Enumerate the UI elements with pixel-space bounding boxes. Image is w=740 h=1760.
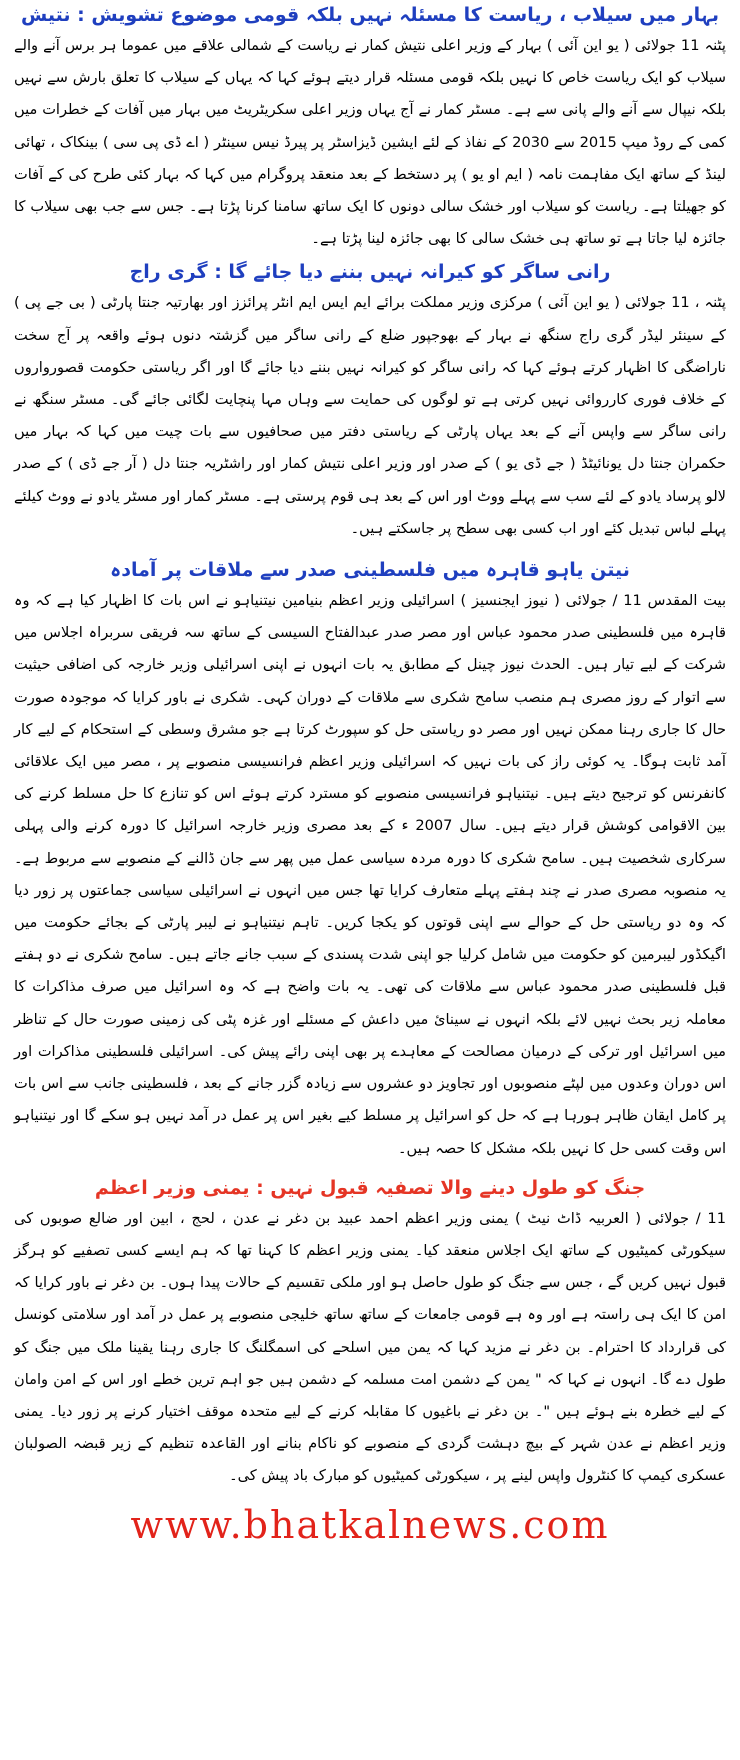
site-url-footer[interactable]: www.bhatkalnews.com [130, 1502, 610, 1547]
headline-yemen-pm: جنگ کو طول دینے والا تصفیہ قبول نہیں : یمنی وزیر اعظم [94, 1176, 646, 1199]
headline-rani-sagar: رانی ساگر کو کیرانہ نہیں بننے دیا جائے گا : گری راج [129, 261, 611, 284]
article-rani-sagar [14, 257, 726, 545]
headline-netanyahu-cairo: نیتن یاہو قاہرہ میں فلسطینی صدر سے ملاقات پر آمادہ [110, 559, 630, 582]
body-rani-sagar: پٹنہ ، 11 جولائی ( یو این آئی ) مرکزی وزیر مملکت برائے ایم ایس ایم انٹر پرائزز اور بھارتیہ جنتا پارٹی ( بی جے پی ) کے سینئر لیڈر گری راج سنگھ نے بہار کے بھوجپور ضلع کے رانی ساگر میں گزشتہ دنوں ہوئے واقعہ پر آج سخت ناراضگی کا اظہار کرتے ہوئے کہا کہ رانی ساگر کو کیرانہ نہیں بننے دیا جائے گا اور اگر ریاستی حکومت قصورواروں کے خلاف فوری کارروائی نہیں کرتی ہے تو لوگوں کی حمایت سے وہاں مہا پنچایت لگائی جائے گی۔ مسٹر سنگھ نے رانی ساگر سے واپس آنے کے بعد یہاں پارٹی کے ریاستی دفتر میں صحافیوں سے بات چیت میں کہا کہ بہار میں حکمران جنتا دل یونائیٹڈ ( جے ڈی یو ) کے صدر اور وزیر اعلی نتیش کمار اور راشٹریہ جنتا دل ( آر جے ڈی ) کے صدر لالو پرساد یادو کے لئے سب سے پہلے ووٹ اور اس کے بعد ہی قوم پرستی ہے۔ مسٹر کمار اور مسٹر یادو نے ووٹ کیلئے پہلے لباس تبدیل کئے اور اب کسی بھی سطح پر جاسکتے ہیں۔ [14, 294, 726, 537]
body-bihar-flood: پٹنہ 11 جولائی ( یو این آئی ) بہار کے وزیر اعلی نتیش کمار نے ریاست کے شمالی علاقے میں عموما ہر برس آنے والے سیلاب کو ایک ریاست خاص کا نہیں بلکہ قومی مسئلہ قرار دیتے ہوئے کہا کہ یہاں کے سیلاب کا تعلق بارش سے نہیں بلکہ نیپال سے آنے والے پانی سے ہے۔ مسٹر کمار نے آج یہاں وزیر اعلی سکریٹریٹ میں بہار میں آفات کے خطرات میں کمی کے روڈ میپ 2015 سے 2030 کے نفاذ کے لئے ایشین ڈیزاسٹر پر پیرڈ نیس سینٹر ( اے ڈی پی سی ) بینکاک ، تھائی لینڈ کے ساتھ ایک مفاہمت نامہ ( ایم او یو ) پر دستخط کے بعد منعقد پروگرام میں کہا کہ بہار کئی طرح کی کے آفات کو جھیلتا ہے۔ ریاست کو سیلاب اور خشک سالی دونوں کا ایک ساتھ سامنا کرنا پڑتا ہے۔ جس سے جب بھی سیلاب کا جائزہ لیا جاتا ہے تو ساتھ ہی خشک سالی کا بھی جائزہ لینا پڑتا ہے۔ [14, 37, 727, 248]
headline-bihar-flood: بہار میں سیلاب ، ریاست کا مسئلہ نہیں بلکہ قومی موضوع تشویش : نتیش [21, 4, 719, 26]
body-yemen-pm: 11 / جولائی ( العربیہ ڈاٹ نیٹ ) یمنی وزیر اعظم احمد عبید بن دغر نے عدن ، لحج ، ابین اور ضالع صوبوں کی سیکورٹی کمیٹیوں کے ساتھ ایک اجلاس منعقد کیا۔ یمنی وزیر اعظم کا کہنا تھا کہ ہم ایسے کسی تصفیے کو ہرگز قبول نہیں کریں گے ، جس سے جنگ کو طول حاصل ہو اور ملکی تقسیم کے حالات پیدا ہوں۔ بن دغر نے باور کرایا کہ امن کا ایک ہی راستہ ہے اور وہ ہے قومی جامعات کے ساتھ ساتھ خلیجی منصوبے پر عمل در آمد اور سلامتی کونسل کی قرارداد کا احترام۔ بن دغر نے مزید کہا کہ یمن میں اسلحے کی اسمگلنگ کا جاری رہنا یقینا ملک میں جنگ کو طول دے گا۔ انہوں نے کہا کہ " یمن کے دشمن امت مسلمہ کے دشمن ہیں جو اہم ترین خطے اور اس کے امن وامان کے لیے خطرہ بنے ہوئے ہیں "۔ بن دغر نے باغیوں کا مقابلہ کرنے کے لیے متحدہ موقف اختیار کرنے پر زور دیا۔ یمنی وزیر اعظم نے عدن شہر کے بیچ دہشت گردی کے منصوبے کو ناکام بنانے اور القاعدہ تنظیم کے زیر قبضہ الصولبان عسکری کیمپ کا کنٹرول واپس لینے پر ، سیکورٹی کمیٹیوں کو مبارک باد پیش کی۔ [14, 1209, 726, 1485]
body-netanyahu-cairo: بیت المقدس 11 / جولائی ( نیوز ایجنسیز ) اسرائیلی وزیر اعظم بنیامین نیتنیاہو نے اس بات کا اظہار کیا ہے کہ وہ قاہرہ میں فلسطینی صدر محمود عباس اور مصر صدر عبدالفتاح السیسی کے ساتھ سہ فریقی سربراہ اجلاس میں شرکت کے لیے تیار ہیں۔ الحدث نیوز چینل کے مطابق یہ بات انہوں نے اپنی اسرائیلی وزیر خارجہ کی اضافی حیثیت سے اتوار کے روز مصری ہم منصب سامح شکری سے ملاقات کے دوران کہی۔ شکری نے باور کرایا کہ موجودہ صورت حال کا جاری رہنا ممکن نہیں اور مصر دو ریاستی حل کو سپورٹ کرتا ہے جو مشرق وسطی کے استحکام کے لیے کار آمد ثابت ہوگا۔ یہ کوئی راز کی بات نہیں کہ اسرائیلی وزیر اعظم فرانسیسی منصوبے پر ، مصر میں ایک علاقائی کانفرنس کو ترجیح دیتے ہیں۔ نیتنیاہو فرانسیسی منصوبے کو مسترد کرتے ہوئے اس کو تنازع کا حل مسلط کرنے کی بین الاقوامی کوشش قرار دیتے ہیں۔ سال 2007 ء کے بعد مصری وزیر خارجہ اسرائیل کا دورہ کرنے والی پہلی سرکاری شخصیت ہیں۔ سامح شکری کا دورہ مردہ سیاسی عمل میں پھر سے جان ڈالنے کے منصوبے سے مربوط ہے۔ یہ منصوبہ مصری صدر نے چند ہفتے پہلے متعارف کرایا تھا جس میں انہوں نے اسرائیلی سیاسی جماعتوں پر زور دیا کہ وہ دو ریاستی حل کے حوالے سے اپنی قوتوں کو یکجا کریں۔ تاہم نیتنیاہو نے لیبر پارٹی کے بجائے حکومت میں اگیکڈور لیبرمین کو حکومت میں شامل کرلیا جو اپنی شدت پسندی کے سبب جانے جاتے ہیں۔ سامح شکری نے دو ہفتے قبل فلسطینی صدر محمود عباس سے ملاقات کی تھی۔ یہ بات واضح ہے کہ وہ اسرائیل میں صرف مذاکرات کا معاملہ زیر بحث نہیں لائے بلکہ انہوں نے سینائ میں داعش کے مسئلے اور غزہ پٹی کی زمینی صورت حال کے تناظر میں اسرائیل اور ترکی کے درمیان مصالحت کے معاہدے پر بھی اپنی رائے پیش کی۔ اسرائیلی فلسطینی مذاکرات اور اس دوران وعدوں میں لپٹے منصوبوں اور تجاویز دو عشروں سے زیادہ گزر جانے کے بعد ، فلسطینی جانب سے اس بات پر کامل ایقان ظاہر ہورہا ہے کہ حل کو اسرائیل پر مسلط کیے بغیر اس پر عمل در آمد نہیں ہو سکے گا اور نیتنیاہو اس وقت کسی حل کا نہیں بلکہ مشکل کا حصہ ہیں۔ [14, 592, 727, 1157]
article-divider [14, 1165, 726, 1173]
article-divider [14, 545, 726, 555]
article-bihar-flood [14, 0, 726, 255]
article-netanyahu-cairo [14, 555, 726, 1165]
article-yemen-pm [14, 1173, 726, 1493]
